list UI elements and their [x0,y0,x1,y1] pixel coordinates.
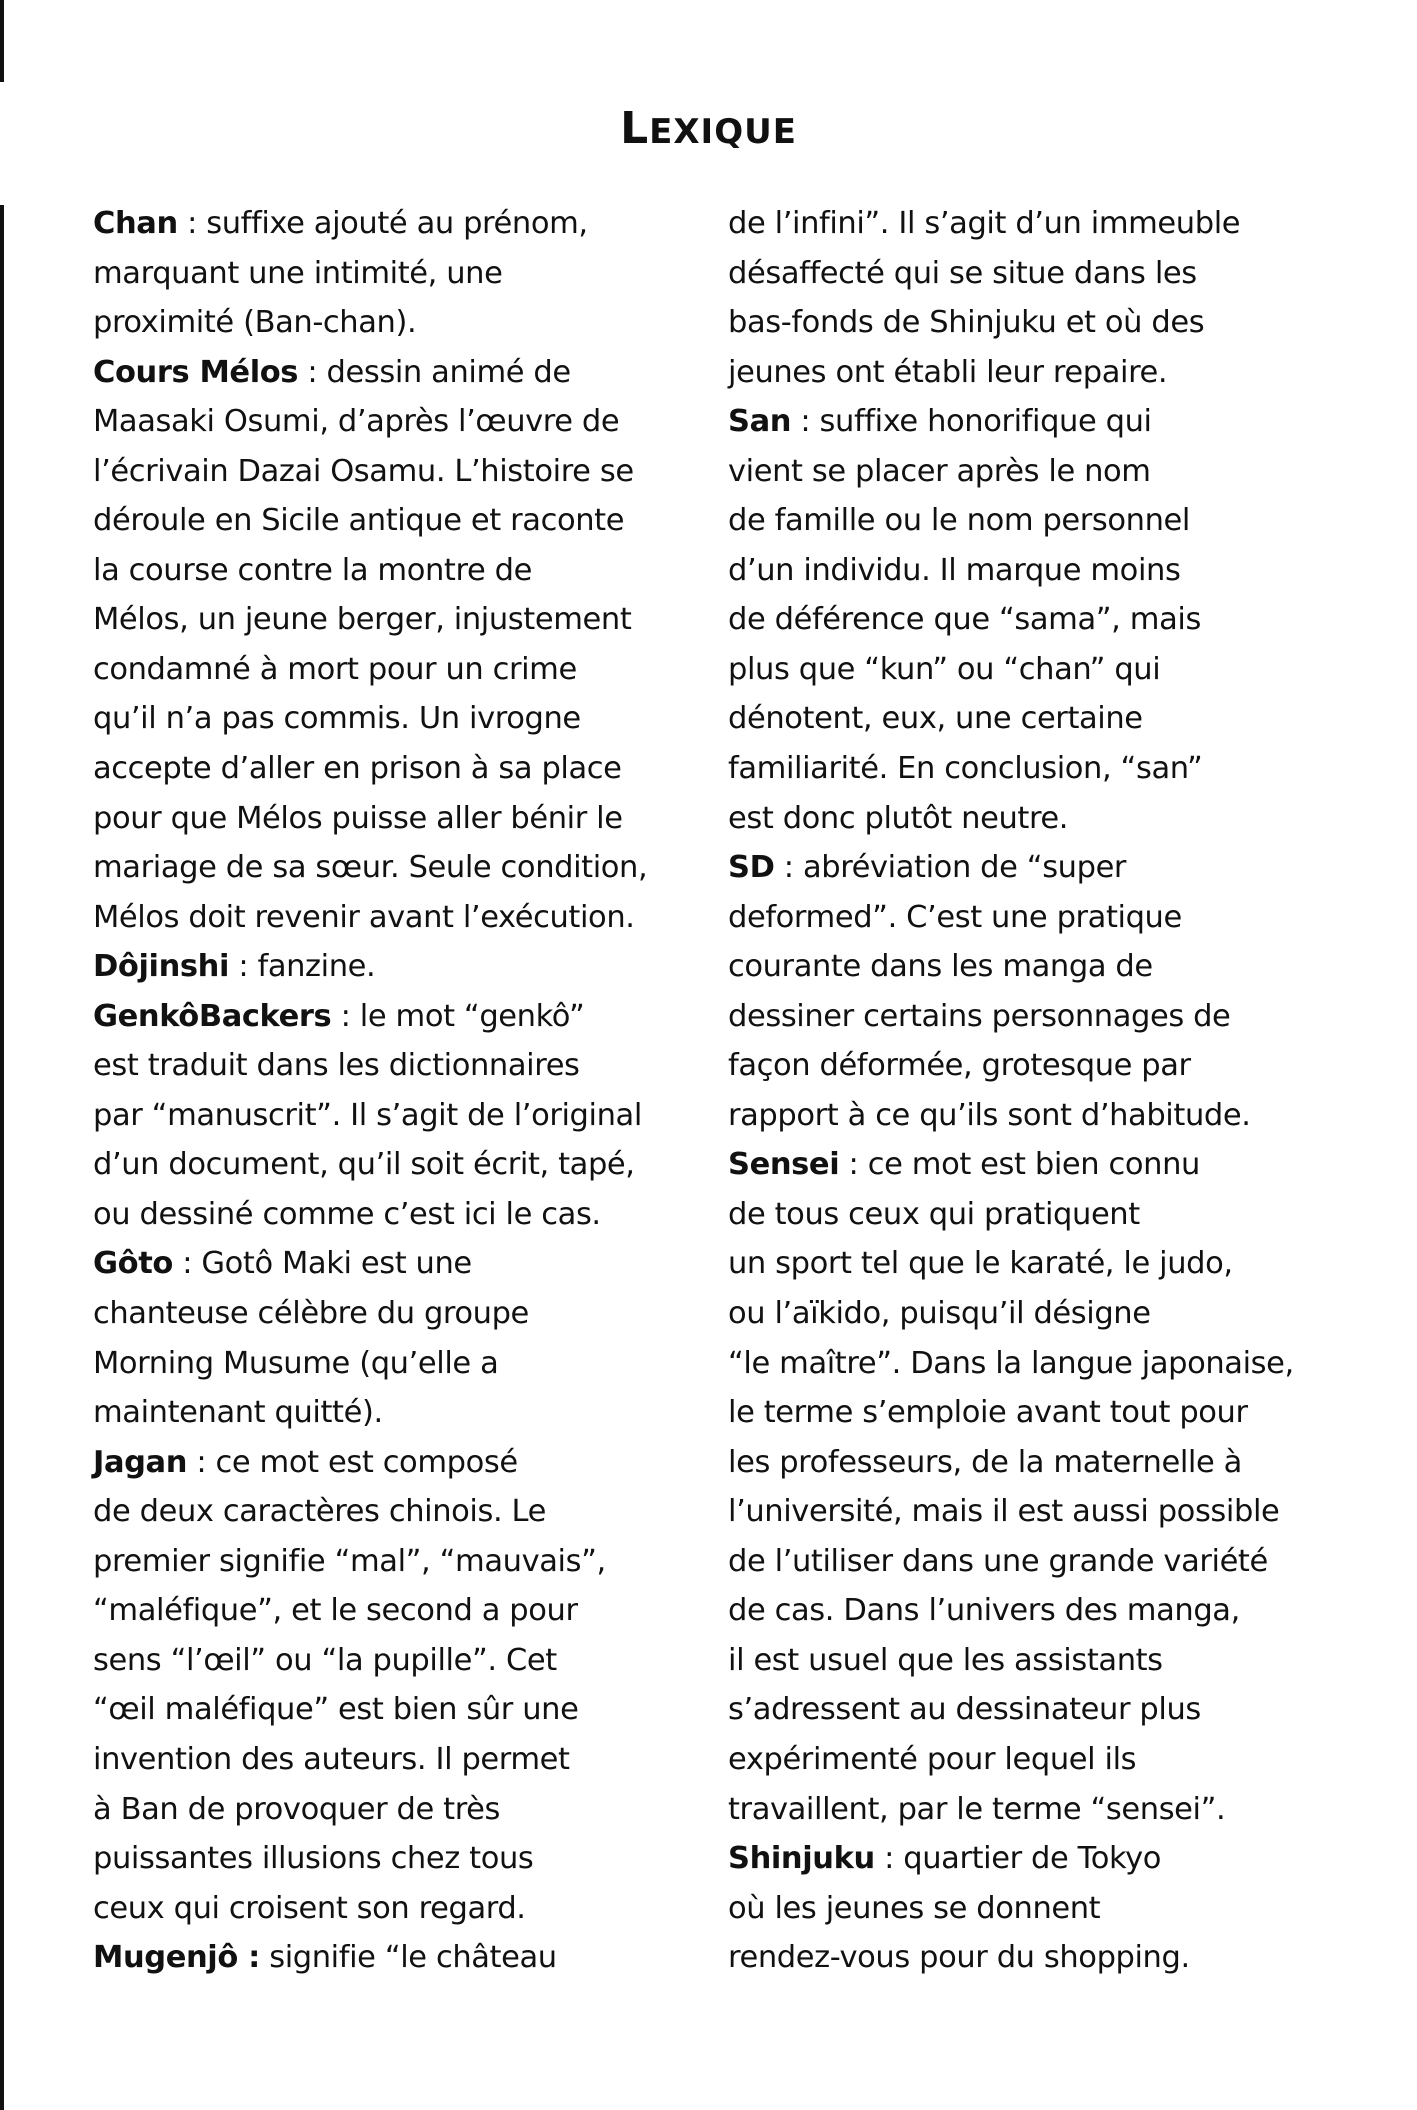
glossary-line [93,1884,693,1934]
glossary-text: dénotent, eux, une certaine [728,701,1143,737]
glossary-line [728,348,1328,398]
glossary-text: puissantes illusions chez tous [93,1841,534,1877]
glossary-line [728,1041,1328,1091]
glossary-text: accepte d’aller en prison à sa place [93,751,622,787]
glossary-text: Morning Musume (qu’elle a [93,1345,499,1381]
glossary-text: qu’il n’a pas commis. Un ivrogne [93,701,581,737]
glossary-text: : Gotô Maki est une [172,1246,472,1282]
glossary-line [93,1685,693,1735]
glossary-line [93,397,693,447]
glossary-line [728,1487,1328,1537]
glossary-line [93,1785,693,1835]
glossary-text: : suffixe honorifique qui [791,404,1152,440]
glossary-text: maintenant quitté). [93,1395,383,1431]
glossary-term: Sensei [728,1147,840,1183]
glossary-text: Mélos, un jeune berger, injustement [93,602,632,638]
glossary-text: d’un individu. Il marque moins [728,552,1181,588]
glossary-text: de déférence que “sama”, mais [728,602,1201,638]
glossary-text: est traduit dans les dictionnaires [93,1048,580,1084]
glossary-line [93,1190,693,1240]
glossary-text: travaillent, par le terme “sensei”. [728,1791,1226,1827]
glossary-line [93,1487,693,1537]
glossary-line [93,1239,693,1289]
glossary-text: invention des auteurs. Il permet [93,1741,570,1777]
glossary-text: : ce mot est composé [187,1444,518,1480]
glossary-text: de cas. Dans l’univers des manga, [728,1593,1240,1629]
glossary-text: de l’infini”. Il s’agit d’un immeuble [728,206,1241,241]
glossary-line [728,1537,1328,1587]
glossary-text: familiarité. En conclusion, “san” [728,751,1203,787]
glossary-text: ceux qui croisent son regard. [93,1890,526,1926]
glossary-line [728,893,1328,943]
glossary-line [728,942,1328,992]
glossary-term: SD [728,850,775,886]
glossary-term: Dôjinshi [93,949,230,985]
glossary-text: de famille ou le nom personnel [728,503,1190,539]
glossary-text: l’écrivain Dazai Osamu. L’histoire se [93,453,634,489]
glossary-line [728,249,1328,299]
glossary-line [93,1537,693,1587]
glossary-text: Maasaki Osumi, d’après l’œuvre de [93,404,620,440]
glossary-text: expérimenté pour lequel ils [728,1741,1137,1777]
glossary-line [93,1140,693,1190]
glossary-text: : fanzine. [229,949,376,985]
glossary-line [93,595,693,645]
glossary-text: désaffecté qui se situe dans les [728,255,1197,291]
glossary-text: Mélos doit revenir avant l’exécution. [93,899,635,935]
glossary-text: façon déformée, grotesque par [728,1048,1191,1084]
glossary-line [93,694,693,744]
glossary-line [93,645,693,695]
glossary-line [93,1091,693,1141]
glossary-text: signifie “le château [259,1940,557,1976]
glossary-line [93,546,693,596]
glossary-line [728,397,1328,447]
glossary-line [93,1041,693,1091]
glossary-text: l’université, mais il est aussi possible [728,1494,1280,1530]
glossary-line [728,546,1328,596]
glossary-text: est donc plutôt neutre. [728,800,1069,836]
glossary-term: Cours Mélos [93,354,299,390]
glossary-line [93,1586,693,1636]
glossary-line [728,1586,1328,1636]
glossary-text: d’un document, qu’il soit écrit, tapé, [93,1147,635,1183]
glossary-line [728,694,1328,744]
glossary-text: “le maître”. Dans la langue japonaise, [728,1345,1294,1381]
glossary-line [728,1685,1328,1735]
glossary-text: de l’utiliser dans une grande variété [728,1543,1268,1579]
glossary-text: un sport tel que le karaté, le judo, [728,1246,1233,1282]
page-title-rest: EXIQUE [649,112,797,152]
glossary-right-column [728,199,1328,1983]
glossary-line [728,1388,1328,1438]
glossary-text: vient se placer après le nom [728,453,1151,489]
glossary-text: mariage de sa sœur. Seule condition, [93,850,648,886]
glossary-text: courante dans les manga de [728,949,1153,985]
glossary-text: deformed”. C’est une pratique [728,899,1182,935]
glossary-line [728,1289,1328,1339]
glossary-line [728,843,1328,893]
glossary-line [728,199,1328,249]
glossary-text: s’adressent au dessinateur plus [728,1692,1201,1728]
glossary-text: de tous ceux qui pratiquent [728,1196,1140,1232]
glossary-line [728,1190,1328,1240]
glossary-text: condamné à mort pour un crime [93,651,577,687]
glossary-line [93,744,693,794]
glossary-text: ou dessiné comme c’est ici le cas. [93,1196,601,1232]
glossary-line [728,1884,1328,1934]
glossary-line [93,942,693,992]
glossary-text: où les jeunes se donnent [728,1890,1101,1926]
glossary-text: bas-fonds de Shinjuku et où des [728,305,1205,341]
glossary-line [93,1735,693,1785]
page-edge-mark-top [0,0,4,82]
glossary-line [728,1339,1328,1389]
glossary-line [728,992,1328,1042]
glossary-text: il est usuel que les assistants [728,1642,1163,1678]
glossary-line [93,1834,693,1884]
glossary-line [728,1735,1328,1785]
glossary-text: : quartier de Tokyo [874,1841,1162,1877]
glossary-text: : le mot “genkô” [331,998,585,1034]
glossary-text: rendez-vous pour du shopping. [728,1940,1190,1976]
glossary-text: : abréviation de “super [774,850,1127,886]
glossary-line [728,645,1328,695]
glossary-line [728,794,1328,844]
glossary-line [728,1834,1328,1884]
glossary-line [728,1438,1328,1488]
glossary-line [728,595,1328,645]
glossary-line [728,1091,1328,1141]
glossary-line [93,1388,693,1438]
glossary-line [728,744,1328,794]
glossary-line [93,794,693,844]
glossary-text: : ce mot est bien connu [839,1147,1200,1183]
glossary-line [93,298,693,348]
glossary-term: Jagan [93,1444,188,1480]
glossary-left-column [93,199,693,1983]
glossary-term: Mugenjô : [93,1940,260,1976]
glossary-line [93,843,693,893]
glossary-text: à Ban de provoquer de très [93,1791,501,1827]
glossary-text: : dessin animé de [298,354,571,390]
glossary-text: “œil maléfique” est bien sûr une [93,1692,579,1728]
glossary-line [728,1933,1328,1983]
glossary-text: dessiner certains personnages de [728,998,1231,1034]
glossary-line [93,1438,693,1488]
glossary-text: ou l’aïkido, puisqu’il désigne [728,1296,1151,1332]
glossary-text: rapport à ce qu’ils sont d’habitude. [728,1097,1251,1133]
page-edge-mark-left [0,205,4,2110]
glossary-line [93,992,693,1042]
glossary-text: de deux caractères chinois. Le [93,1494,546,1530]
glossary-text: par “manuscrit”. Il s’agit de l’original [93,1097,642,1133]
glossary-line [93,348,693,398]
glossary-line [93,447,693,497]
glossary-line [728,1636,1328,1686]
glossary-text: pour que Mélos puisse aller bénir le [93,800,623,836]
page-title [0,103,1417,154]
glossary-line [728,1140,1328,1190]
glossary-text: premier signifie “mal”, “mauvais”, [93,1543,606,1579]
glossary-text: sens “l’œil” ou “la pupille”. Cet [93,1642,557,1678]
glossary-term: Shinjuku [728,1841,875,1877]
glossary-line [93,1636,693,1686]
glossary-line [93,893,693,943]
glossary-term: San [728,404,792,440]
glossary-line [728,1239,1328,1289]
glossary-text: “maléfique”, et le second a pour [93,1593,578,1629]
glossary-line [93,496,693,546]
glossary-text: : suffixe ajouté au prénom, [177,206,588,241]
glossary-text: plus que “kun” ou “chan” qui [728,651,1161,687]
glossary-text: les professeurs, de la maternelle à [728,1444,1242,1480]
glossary-line [93,199,693,249]
glossary-line [93,1339,693,1389]
glossary-line [93,249,693,299]
glossary-line [728,1785,1328,1835]
glossary-text: chanteuse célèbre du groupe [93,1296,529,1332]
glossary-line [93,1289,693,1339]
glossary-text: marquant une intimité, une [93,255,503,291]
glossary-line [728,496,1328,546]
glossary-line [728,298,1328,348]
page-title-initial: L [620,103,650,154]
glossary-line [728,447,1328,497]
glossary-line [93,1933,693,1983]
glossary-text: proximité (Ban-chan). [93,305,417,341]
glossary-text: le terme s’emploie avant tout pour [728,1395,1248,1431]
glossary-term: Chan [93,206,178,241]
glossary-text: jeunes ont établi leur repaire. [728,354,1168,390]
glossary-text: déroule en Sicile antique et raconte [93,503,625,539]
glossary-term: GenkôBackers [93,998,332,1034]
glossary-text: la course contre la montre de [93,552,532,588]
glossary-term: Gôto [93,1246,173,1282]
